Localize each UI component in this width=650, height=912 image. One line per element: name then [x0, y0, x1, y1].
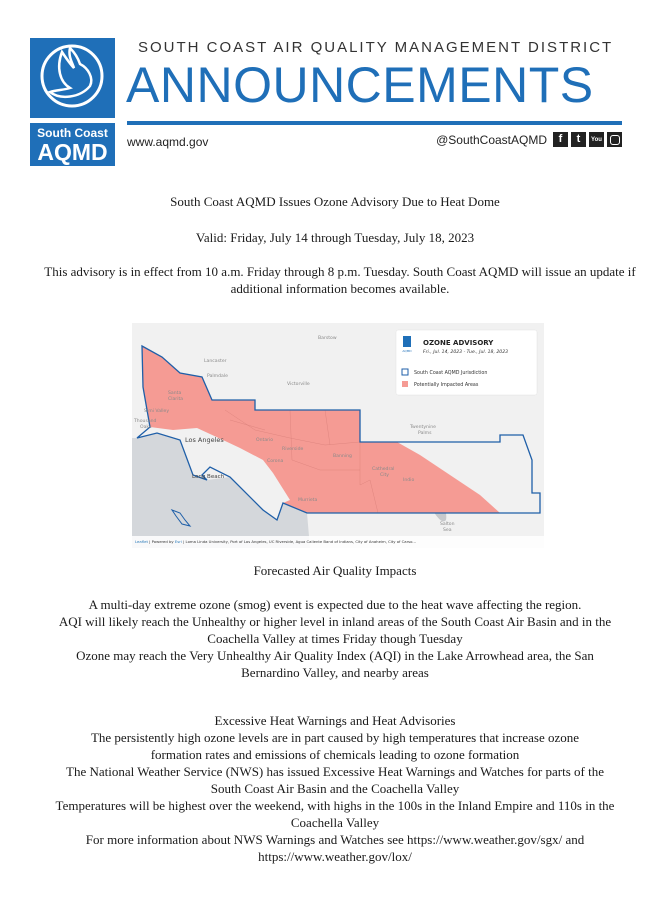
- header-divider: [127, 121, 622, 125]
- place-label: Twentynine: [410, 425, 436, 430]
- legend-impacted: Potentially Impacted Areas: [414, 383, 479, 388]
- attribution-text: | Powered by: [147, 539, 175, 544]
- page-title: ANNOUNCEMENTS: [126, 57, 594, 113]
- facebook-icon[interactable]: f: [553, 132, 568, 147]
- advisory-effect: This advisory is in effect from 10 a.m. Friday through 8 p.m. Tuesday. South Coast AQMD will issue an update if additional information becomes available.: [44, 264, 636, 296]
- impact-line: A multi-day extreme ozone (smog) event is expected due to the heat wave affecting the region.: [88, 597, 582, 612]
- impacts-heading: Forecasted Air Quality Impacts: [253, 563, 417, 578]
- place-label: Thousand: [134, 419, 157, 424]
- heat-line: Temperatures will be highest over the weekend, with highs in the 100s in the Inland Empire and 110s in the Coachella Valley: [55, 798, 615, 830]
- attribution-text: | Loma Linda University, Port of Los Angeles, UC Riverside, Agua Caliente Band of Indians, City of Anaheim, City of Carso...: [181, 539, 416, 544]
- heat-line: For more information about NWS Warnings and Watches see https://www.weather.gov/sgx/ and https://www.weather.gov/lox/: [85, 832, 585, 864]
- social-bar: [436, 132, 622, 147]
- place-label: Santa: [168, 391, 182, 396]
- legend-dates: Fri., Jul. 14, 2023 - Tue., Jul. 18, 2023: [423, 350, 509, 355]
- aqmd-logo: [30, 38, 115, 118]
- legend-logo-icon: [403, 336, 411, 347]
- place-label: Banning: [333, 454, 352, 459]
- advisory-headline: South Coast AQMD Issues Ozone Advisory Due to Heat Dome: [170, 194, 500, 209]
- place-label: Lancaster: [204, 359, 227, 364]
- heat-heading: Excessive Heat Warnings and Heat Advisories: [214, 713, 456, 728]
- impacted-swatch: [402, 381, 408, 387]
- heat-section: [50, 712, 620, 865]
- organization-name: SOUTH COAST AIR QUALITY MANAGEMENT DISTRICT: [138, 39, 614, 56]
- place-label: Victorville: [287, 382, 310, 387]
- map-attribution: [135, 539, 416, 544]
- place-label: Corona: [267, 459, 284, 464]
- esri-link[interactable]: Esri: [174, 539, 182, 544]
- logo-text-line2: AQMD: [37, 139, 108, 165]
- map-legend: [396, 330, 537, 395]
- website-link[interactable]: www.aqmd.gov: [127, 135, 209, 149]
- place-label: Riverside: [282, 447, 304, 452]
- instagram-icon[interactable]: [607, 132, 622, 147]
- leaflet-link[interactable]: Leaflet: [135, 539, 148, 544]
- place-label: Los Angeles: [185, 436, 224, 444]
- place-label: Oaks: [140, 425, 152, 430]
- place-label: Clarita: [168, 397, 184, 402]
- place-label: City: [380, 473, 390, 478]
- dove-logo-icon: [30, 38, 115, 118]
- jurisdiction-swatch: [402, 369, 408, 375]
- place-label: Murrieta: [298, 498, 318, 503]
- place-label: Ontario: [256, 438, 274, 443]
- impact-line: Ozone may reach the Very Unhealthy Air Quality Index (AQI) in the Lake Arrowhead area, the San Bernardino Valley, and nearby areas: [76, 648, 594, 680]
- ozone-advisory-map[interactable]: [130, 320, 550, 550]
- legend-title: OZONE ADVISORY: [423, 339, 494, 347]
- legend-jurisdiction: South Coast AQMD Jurisdiction: [414, 371, 488, 376]
- logo-text-line1: South Coast: [37, 126, 108, 140]
- logo-wordmark: [30, 123, 115, 166]
- legend-logo-text: AQMD: [402, 349, 412, 353]
- place-label: Long Beach: [192, 474, 225, 480]
- place-label: Simi Valley: [144, 409, 170, 414]
- place-label: Palms: [418, 431, 432, 436]
- twitter-icon[interactable]: t: [571, 132, 586, 147]
- impacts-body: [50, 596, 620, 681]
- place-label: Barstow: [318, 336, 337, 341]
- youtube-icon[interactable]: You: [589, 132, 604, 147]
- place-label: Salton: [440, 522, 455, 527]
- place-label: Cathedral: [372, 467, 395, 472]
- place-label: Indio: [403, 478, 415, 483]
- place-label: Palmdale: [207, 374, 228, 379]
- heat-line: The National Weather Service (NWS) has issued Excessive Heat Warnings and Watches for parts of the South Coast Air Basin and the Coachella Valley: [66, 764, 604, 796]
- social-handle[interactable]: @SouthCoastAQMD: [436, 132, 547, 147]
- heat-line: The persistently high ozone levels are in part caused by high temperatures that increase ozone formation rates and emissions of chemicals leading to ozone formation: [90, 730, 580, 762]
- place-label: Sea: [443, 528, 452, 533]
- impact-line: AQI will likely reach the Unhealthy or higher level in inland areas of the South Coast Air Basin and in the Coachella Valley at times Friday though Tuesday: [58, 614, 612, 646]
- advisory-valid-dates: Valid: Friday, July 14 through Tuesday, July 18, 2023: [195, 230, 475, 245]
